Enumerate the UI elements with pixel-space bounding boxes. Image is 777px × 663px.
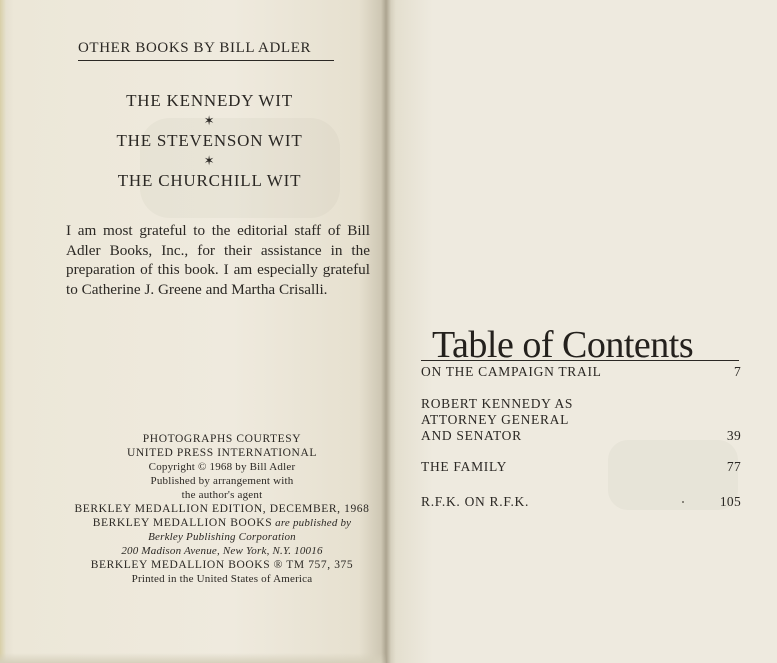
printed-line: Printed in the United States of America — [131, 573, 313, 585]
toc-entry-page: 39 — [726, 428, 741, 443]
copyright-block — [64, 432, 380, 586]
book-title: THE KENNEDY WIT — [126, 91, 293, 110]
toc-entry-label: R.F.K. ON R.F.K. — [421, 494, 530, 509]
publisher-name: BERKLEY MEDALLION BOOKS — [92, 517, 273, 529]
publisher-note: are published by — [272, 517, 352, 529]
toc-entry-page: 105 — [719, 494, 741, 509]
toc-entry-label: AND SENATOR — [421, 428, 522, 443]
toc-entry-page: 7 — [733, 364, 741, 379]
ink-speck — [682, 501, 684, 503]
toc-entry-label: ROBERT KENNEDY AS — [421, 396, 574, 411]
toc-entry-label: ATTORNEY GENERAL — [421, 412, 570, 427]
book-title-list — [102, 91, 317, 191]
book-gutter — [381, 0, 391, 663]
star-separator-icon: ✶ — [203, 113, 216, 128]
acknowledgment-paragraph: I am most grateful to the editorial staff of Bill Adler Books, Inc., for their assistance in the preparation of this book. I am especially grateful to Catherine J. Greene and Martha Crisalli. — [66, 222, 370, 298]
page-edge-bottom — [0, 653, 386, 663]
star-separator-icon: ✶ — [203, 153, 216, 168]
photo-credit: PHOTOGRAPHS COURTESY — [142, 433, 302, 445]
toc-divider — [421, 360, 739, 361]
photo-credit: UNITED PRESS INTERNATIONAL — [126, 447, 317, 459]
toc-entry — [421, 364, 741, 380]
address-line: 200 Madison Avenue, New York, N.Y. 10016 — [121, 545, 323, 557]
page-edge-left — [0, 0, 6, 663]
arrangement-line: Published by arrangement with — [150, 475, 294, 487]
toc-entry — [421, 494, 741, 510]
toc-entry-label: ON THE CAMPAIGN TRAIL — [421, 364, 602, 379]
trademark-line: BERKLEY MEDALLION BOOKS ® TM 757, 375 — [90, 559, 354, 571]
other-books-heading: OTHER BOOKS BY BILL ADLER — [78, 40, 334, 61]
edition-line: BERKLEY MEDALLION EDITION, DECEMBER, 1968 — [74, 503, 370, 515]
toc-entry-label: THE FAMILY — [421, 459, 508, 474]
book-title: THE CHURCHILL WIT — [117, 171, 302, 190]
corporation-line: Berkley Publishing Corporation — [148, 531, 296, 543]
toc-entry-page: 77 — [726, 459, 741, 474]
toc-title: Table of Contents — [432, 324, 694, 366]
toc-entry — [421, 396, 741, 444]
arrangement-line: the author's agent — [181, 489, 263, 501]
copyright-line: Copyright © 1968 by Bill Adler — [148, 461, 296, 473]
book-title: THE STEVENSON WIT — [116, 131, 303, 150]
toc-entry — [421, 459, 741, 475]
publisher-line — [64, 516, 380, 530]
